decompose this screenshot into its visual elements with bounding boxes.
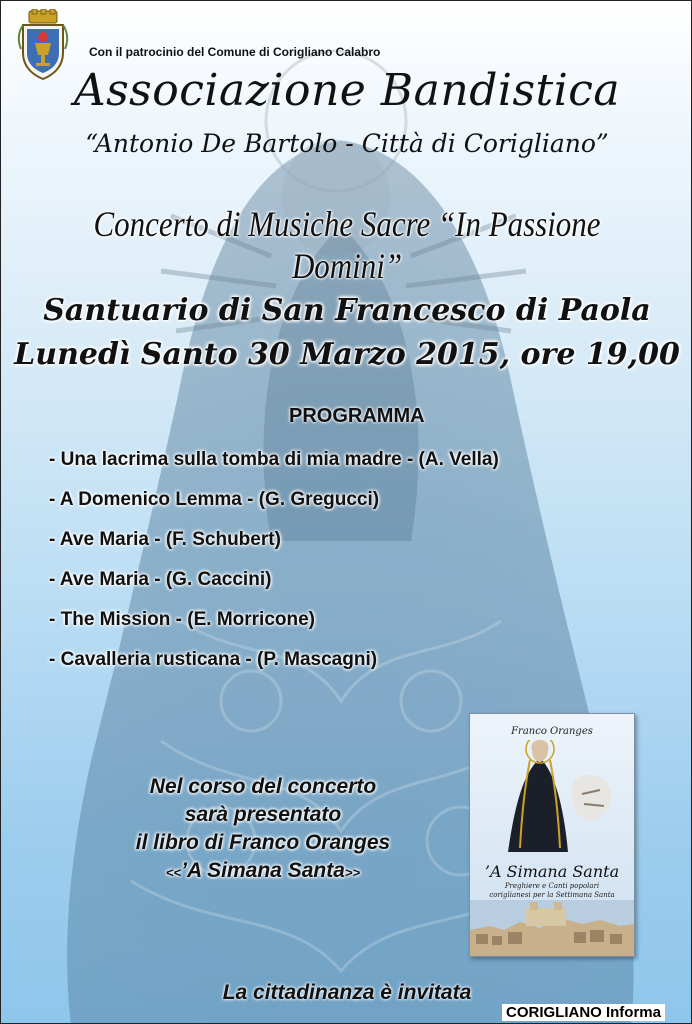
concert-venue: Santuario di San Francesco di Paola xyxy=(43,293,651,328)
close-quote: >> xyxy=(344,865,361,880)
book-note-line: il libro di Franco Oranges xyxy=(135,831,391,854)
book-cover-title: ’A Simana Santa xyxy=(484,862,620,881)
book-note-line: sarà presentato xyxy=(184,803,342,826)
program-list xyxy=(49,449,499,689)
source-watermark: CORIGLIANO Informa xyxy=(502,1004,665,1021)
book-note-line: Nel corso del concerto xyxy=(149,775,377,798)
book-note-title: ’A Simana Santa xyxy=(181,859,345,882)
association-title: Associazione Bandistica xyxy=(73,65,621,116)
program-item: - A Domenico Lemma - (G. Gregucci) xyxy=(49,489,380,510)
program-heading: PROGRAMMA xyxy=(289,405,425,427)
book-cover xyxy=(469,713,635,957)
book-cover-statue-image xyxy=(470,740,634,858)
patronage-text: Con il patrocinio del Comune di Corigliano Calabro xyxy=(89,45,381,59)
program-item: - Ave Maria - (G. Caccini) xyxy=(49,569,272,590)
book-note-title-line xyxy=(83,857,443,887)
program-item: - The Mission - (E. Morricone) xyxy=(49,609,316,630)
invitation-text: La cittadinanza è invitata xyxy=(222,981,472,1004)
concert-datetime: Lunedì Santo 30 Marzo 2015, ore 19,00 xyxy=(14,337,680,372)
open-quote: << xyxy=(165,865,182,880)
book-presentation-note xyxy=(83,773,443,887)
program-item: - Ave Maria - (F. Schubert) xyxy=(49,529,281,550)
association-subtitle: “Antonio De Bartolo - Città di Corigliano” xyxy=(85,129,609,158)
book-cover-subtitle: Preghiere e Canti popolari coriglianesi per la Settimana Santa xyxy=(489,882,615,899)
book-cover-town-image xyxy=(470,900,634,956)
program-item: - Una lacrima sulla tomba di mia madre - (A. Vella) xyxy=(49,449,499,470)
concert-name: Concerto di Musiche Sacre “In Passione Domini” xyxy=(93,204,601,286)
program-item: - Cavalleria rusticana - (P. Mascagni) xyxy=(49,649,378,670)
book-cover-author: Franco Oranges xyxy=(511,726,593,737)
